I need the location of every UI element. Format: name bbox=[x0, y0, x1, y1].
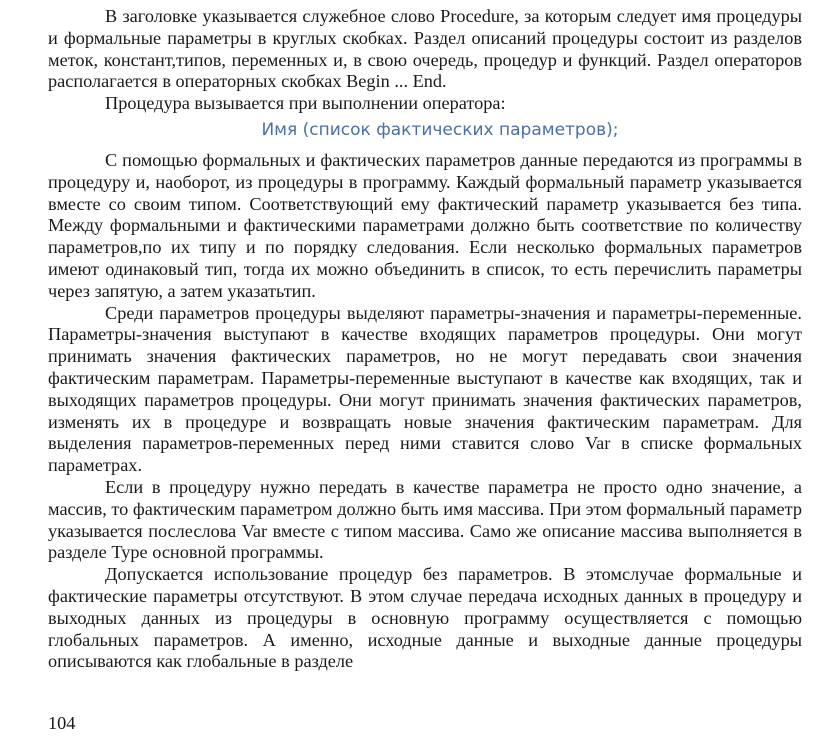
paragraph-value-variable-params: Среди параметров процедуры выделяют параметры-значения и параметры-переменные. Параметры-значения выступают в качестве входящих параметров процедуры. Они могут принимать значения фактических параметров, но не могут передавать свои значения фактическим параметрам. Параметры-переменные выступают в качестве как входящих, так и выходящих параметров процедуры. Они могут принимать значения фактических параметров, изменять их в процедуре и возвращать новые значения фактическим параметрам. Для выделения параметров-переменных перед ними ставится слово Var в списке формальных параметрах. bbox=[48, 302, 802, 476]
paragraph-procedure-call: Процедура вызывается при выполнении оператора: bbox=[105, 93, 506, 114]
code-call-syntax: Имя (список фактических параметров); bbox=[261, 119, 619, 140]
paragraph-array-params: Если в процедуру нужно передать в качестве параметра не просто одно значение, а массив, то фактическим параметром должно быть имя массива. При этом формальный параметр указывается послеслова Var вместе с типом массива. Само же описание массива выполняется в разделе Type основной программы. bbox=[48, 476, 802, 563]
paragraph-formal-actual-params: С помощью формальных и фактических параметров данные передаются из программы в процедуру и, наоборот, из процедуры в программу. Каждый формальный параметр указывается вместе со своим типом. Соответствующий ему фактический параметр указывается без типа. Между формальными и фактическими параметрами должно быть соответствие по количеству параметров,по их типу и по порядку следования. Если несколько формальных параметров имеют одинаковый тип, тогда их можно объединить в список, то есть перечислить параметры через запятую, а затем указатьтип. bbox=[48, 149, 802, 301]
paragraph-no-params: Допускается использование процедур без параметров. В этомслучае формальные и фактические параметры отсутствуют. В этом случае передача исходных данных в процедуру и выходных данных из процедуры в основную программу осуществляется с помощью глобальных параметров. А именно, исходные данные и выходные данные процедуры описываются как глобальные в разделе bbox=[48, 564, 802, 672]
page-number: 104 bbox=[48, 713, 76, 733]
paragraph-procedure-header: В заголовке указывается служебное слово Procedure, за которым следует имя процедуры и формальные параметры в круглых скобках. Раздел описаний процедуры состоит из разделов меток, констант,типов, переменных и, в свою очередь, процедур и функций. Раздел операторов располагается в операторных скобках Begin ... End. bbox=[48, 6, 802, 92]
document-page bbox=[48, 6, 802, 673]
